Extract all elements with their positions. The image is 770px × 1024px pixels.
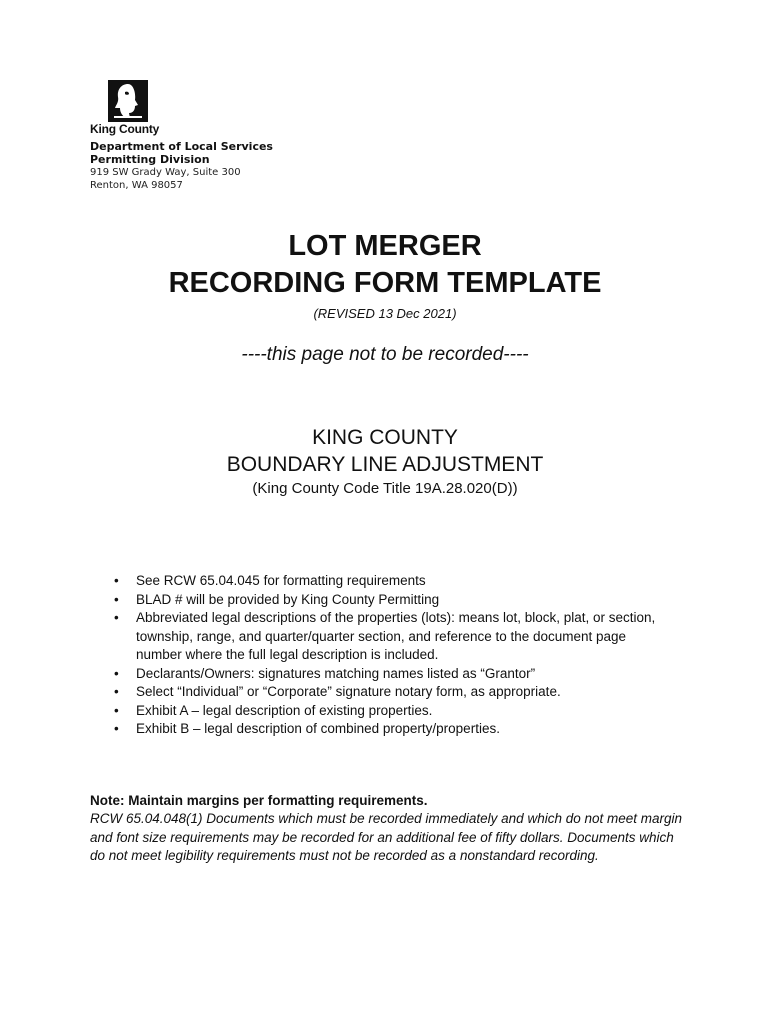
bullet-icon: • (114, 610, 119, 625)
title-line-1: LOT MERGER (288, 230, 482, 262)
bullet-icon: • (114, 721, 119, 736)
list-item (110, 591, 670, 610)
not-recorded-notice: ----this page not to be recorded---- (241, 344, 529, 365)
department-name: Department of Local Services (90, 140, 273, 153)
list-item (110, 683, 670, 702)
formatting-note (90, 792, 690, 866)
king-county-logo-mark-icon (108, 80, 148, 122)
county-code-reference: (King County Code Title 19A.28.020(D)) (252, 480, 518, 497)
list-item-text: See RCW 65.04.045 for formatting requirements (136, 573, 426, 588)
subtitle-line-1: KING COUNTY (312, 426, 458, 449)
list-item-text: Declarants/Owners: signatures matching names listed as “Grantor” (136, 665, 536, 681)
list-item-text: Exhibit A – legal description of existing properties. (136, 702, 433, 718)
note-heading: Note: Maintain margins per formatting requirements. (90, 793, 428, 808)
list-item (110, 702, 670, 721)
bullet-icon: • (114, 573, 119, 588)
list-item (110, 609, 670, 665)
document-title (0, 228, 770, 321)
list-item (110, 720, 670, 739)
list-item (110, 665, 670, 684)
title-line-2: RECORDING FORM TEMPLATE (168, 267, 602, 299)
list-item-text: Exhibit B – legal description of combined property/properties. (136, 721, 500, 736)
list-item-text: Select “Individual” or “Corporate” signature notary form, as appropriate. (136, 684, 561, 699)
list-item (110, 572, 670, 591)
bullet-icon: • (114, 591, 119, 607)
list-item-text: Abbreviated legal descriptions of the properties (lots): means lot, block, plat, or section, township, range, and quarter/quarter section, and reference to the document page number where the full legal description is included. (136, 610, 656, 662)
address-line-1: 919 SW Grady Way, Suite 300 (90, 167, 241, 178)
bullet-icon: • (114, 702, 119, 718)
subtitle-block (0, 424, 770, 497)
bullet-icon: • (114, 665, 119, 681)
address-line-2: Renton, WA 98057 (90, 180, 183, 191)
bullet-icon: • (114, 684, 119, 699)
list-item-text: BLAD # will be provided by King County Permitting (136, 591, 440, 607)
subtitle-line-2: BOUNDARY LINE ADJUSTMENT (226, 453, 544, 476)
instruction-list (110, 572, 670, 739)
division-name: Permitting Division (90, 153, 210, 166)
revision-date: (REVISED 13 Dec 2021) (313, 306, 457, 321)
logo-wordmark: King County (90, 122, 160, 136)
note-body: RCW 65.04.048(1) Documents which must be recorded immediately and which do not meet margin and font size requirements may be recorded for an additional fee of fifty dollars. Documents which do not meet legibility requirements must not be recorded as a nonstandard recording. (90, 811, 683, 863)
department-info (90, 140, 273, 192)
